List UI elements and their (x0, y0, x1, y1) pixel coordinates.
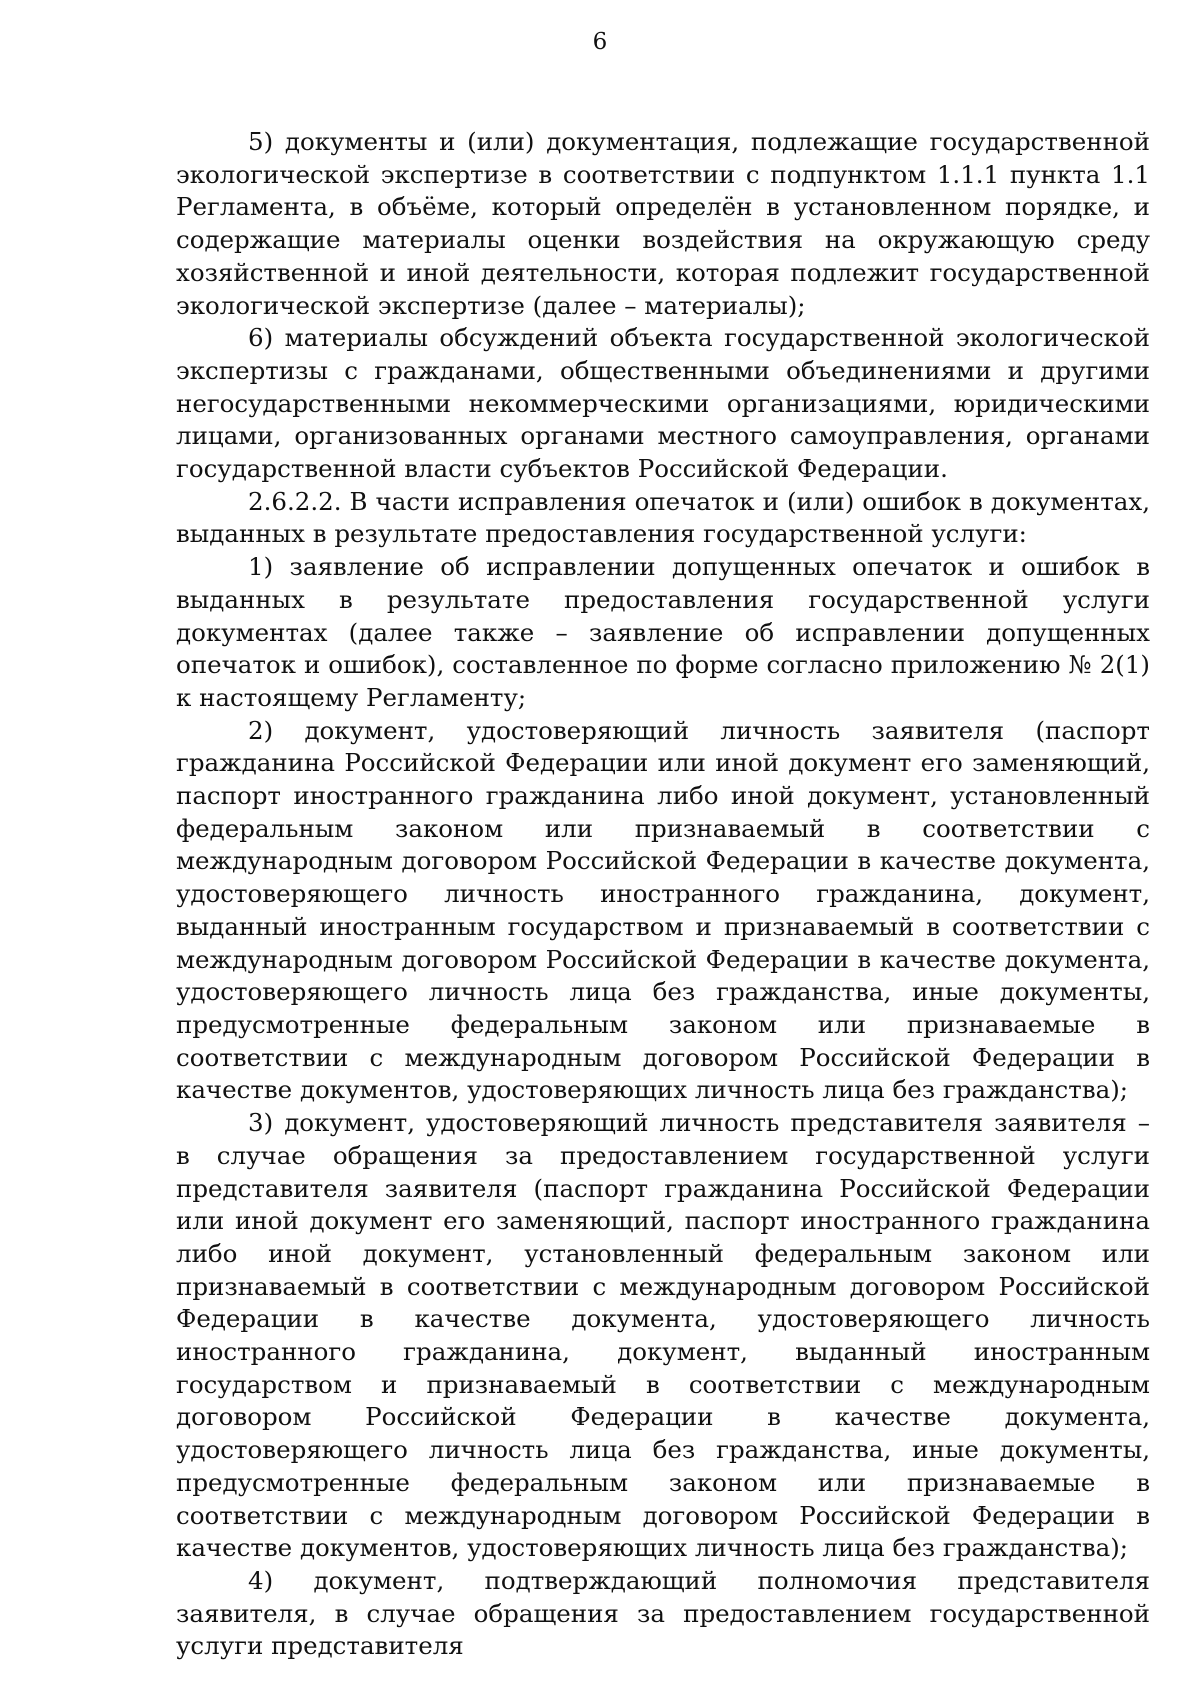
page-number: 6 (592, 29, 608, 55)
paragraph-item-2-applicant-identity: 2) документ, удостоверяющий личность заявителя (паспорт гражданина Российской Федерации или иной документ его заменяющий, паспорт иностранного гражданина либо иной документ, установленный федеральным законом или признаваемый в соответствии с международным договором Российской Федерации в качестве документа, удостоверяющего личность иностранного гражданина, документ, выданный иностранным государством и признаваемый в соответствии с международным договором Российской Федерации в качестве документа, удостоверяющего личность лица без гражданства, иные документы, предусмотренные федеральным законом или признаваемые в соответствии с международным договором Российской Федерации в качестве документов, удостоверяющих личность лица без гражданства); (176, 715, 1150, 1105)
paragraph-item-5-documentation: 5) документы и (или) документация, подлежащие государственной экологической экспертизе в соответствии с подпунктом 1.1.1 пункта 1.1 Регламента, в объёме, который определён в установленном порядке, и содержащие материалы оценки воздействия на окружающую среду хозяйственной и иной деятельности, которая подлежит государственной экологической экспертизе (далее – материалы); (176, 127, 1150, 320)
paragraph-item-4-representative-authority: 4) документ, подтверждающий полномочия представителя заявителя, в случае обращения за предоставлением государственной услуги представителя (176, 1565, 1150, 1661)
paragraph-item-6-discussion-materials: 6) материалы обсуждений объекта государственной экологической экспертизы с гражданами, общественными объединениями и другими негосударственными некоммерческими организациями, юридическими лицами, организованных органами местного самоуправления, органами государственной власти субъектов Российской Федерации. (176, 323, 1150, 484)
document-body (176, 126, 1150, 1663)
paragraph-item-1-correction-application: 1) заявление об исправлении допущенных опечаток и ошибок в выданных в результате предоставления государственной услуги документах (далее также – заявление об исправлении допущенных опечаток и ошибок), составленное по форме согласно приложению № 2(1) к настоящему Регламенту; (176, 552, 1150, 712)
paragraph-item-3-representative-identity: 3) документ, удостоверяющий личность представителя заявителя – в случае обращения за предоставлением государственной услуги представителя заявителя (паспорт гражданина Российской Федерации или иной документ его заменяющий, паспорт иностранного гражданина либо иной документ, установленный федеральным законом или признаваемый в соответствии с международным договором Российской Федерации в качестве документа, удостоверяющего личность иностранного гражданина, документ, выданный иностранным государством и признаваемый в соответствии с международным договором Российской Федерации в качестве документа, удостоверяющего личность лица без гражданства, иные документы, предусмотренные федеральным законом или признаваемые в соответствии с международным договором Российской Федерации в качестве документов, удостоверяющих личность лица без гражданства); (176, 1108, 1150, 1563)
paragraph-section-2-6-2-2: 2.6.2.2. В части исправления опечаток и (или) ошибок в документах, выданных в результате предоставления государственной услуги: (176, 486, 1150, 549)
